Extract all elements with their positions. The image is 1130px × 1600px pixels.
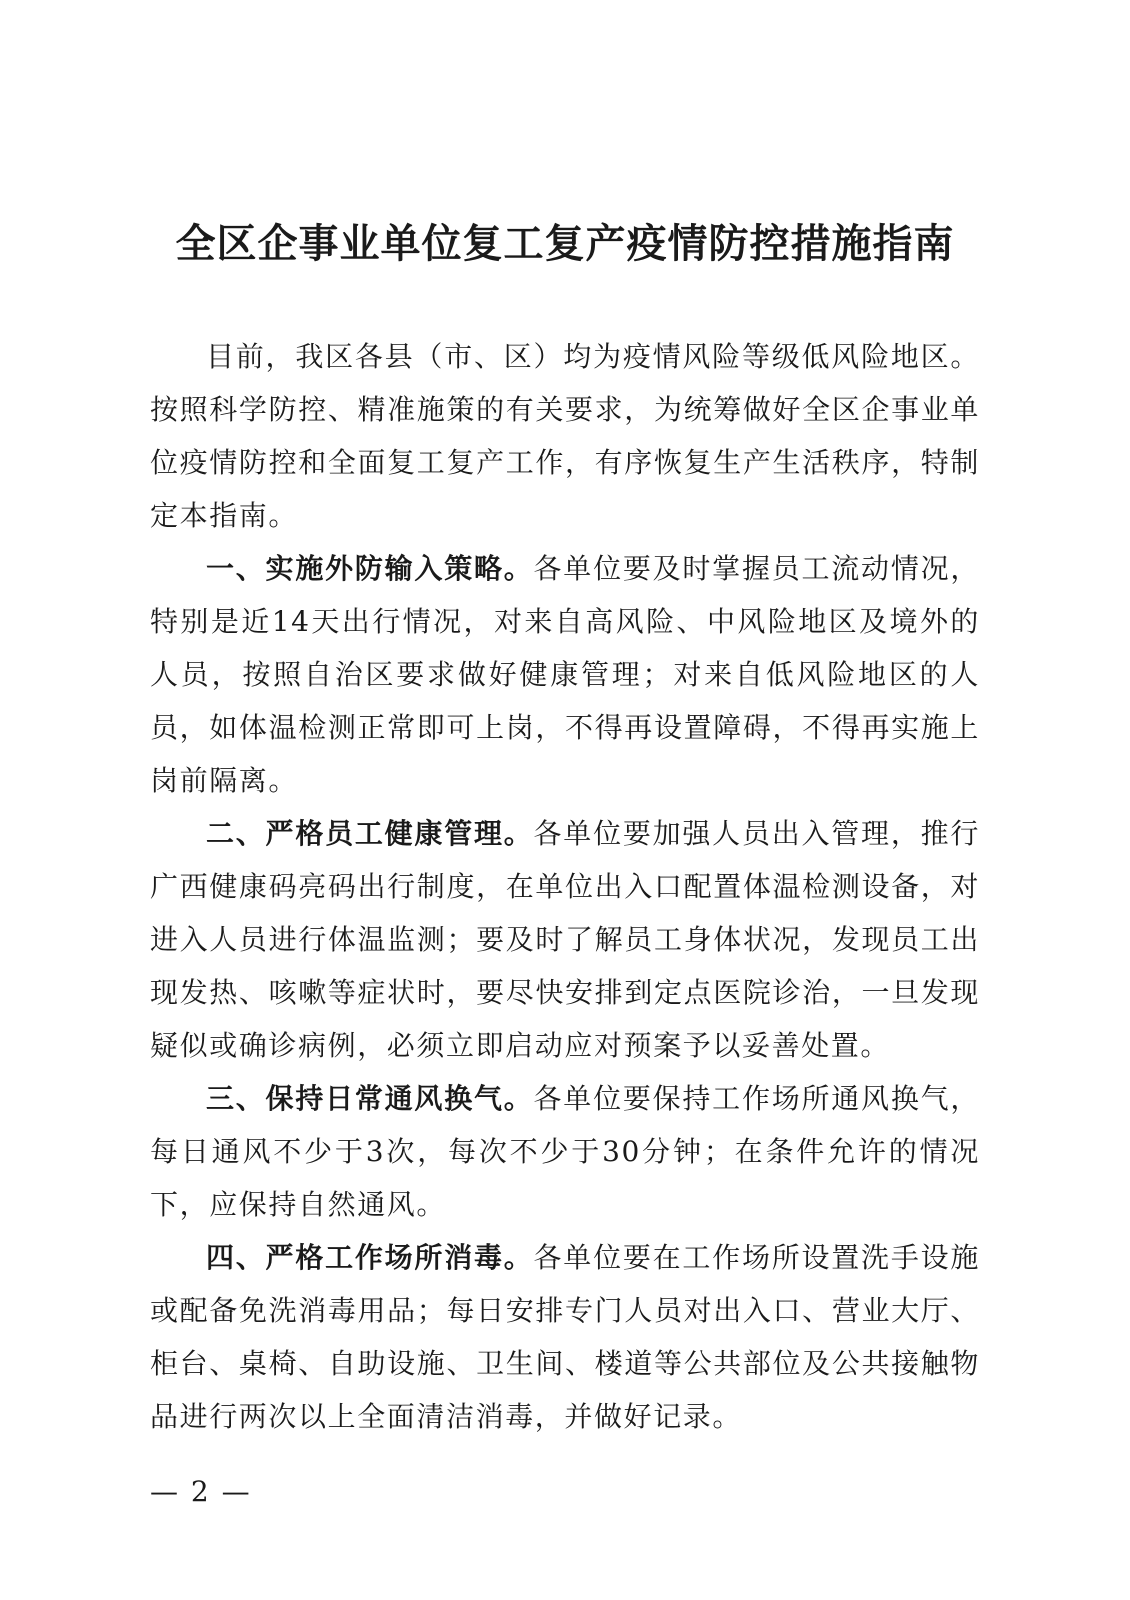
section-heading-2: 二、严格员工健康管理。 xyxy=(206,817,534,850)
section-heading-3: 三、保持日常通风换气。 xyxy=(206,1082,534,1115)
intro-paragraph: 目前，我区各县（市、区）均为疫情风险等级低风险地区。按照科学防控、精准施策的有关要求，为统筹做好全区企事业单位疫情防控和全面复工复产工作，有序恢复生产生活秩序，特制定本指南。 xyxy=(150,340,980,532)
section-paragraph-1 xyxy=(150,542,980,807)
section-heading-1: 一、实施外防输入策略。 xyxy=(206,552,534,585)
section-paragraph-2 xyxy=(150,807,980,1072)
document-title: 全区企事业单位复工复产疫情防控措施指南 xyxy=(175,220,955,267)
section-text-1: 各单位要及时掌握员工流动情况，特别是近14天出行情况，对来自高风险、中风险地区及境外的人员，按照自治区要求做好健康管理；对来自低风险地区的人员，如体温检测正常即可上岗，不得再设置障碍，不得再实施上岗前隔离。 xyxy=(150,552,980,797)
page-number: — 2 — xyxy=(150,1475,252,1508)
document-body xyxy=(150,330,980,1443)
section-paragraph-3 xyxy=(150,1072,980,1231)
section-text-3: 各单位要保持工作场所通风换气，每日通风不少于3次，每次不少于30分钟；在条件允许的情况下，应保持自然通风。 xyxy=(150,1082,980,1221)
section-paragraph-4 xyxy=(150,1231,980,1443)
section-text-4: 各单位要在工作场所设置洗手设施或配备免洗消毒用品；每日安排专门人员对出入口、营业大厅、柜台、桌椅、自助设施、卫生间、楼道等公共部位及公共接触物品进行两次以上全面清洁消毒，并做好记录。 xyxy=(150,1241,980,1433)
section-heading-4: 四、严格工作场所消毒。 xyxy=(206,1241,534,1274)
section-text-2: 各单位要加强人员出入管理，推行广西健康码亮码出行制度，在单位出入口配置体温检测设备，对进入人员进行体温监测；要及时了解员工身体状况，发现员工出现发热、咳嗽等症状时，要尽快安排到定点医院诊治，一旦发现疑似或确诊病例，必须立即启动应对预案予以妥善处置。 xyxy=(150,817,980,1062)
